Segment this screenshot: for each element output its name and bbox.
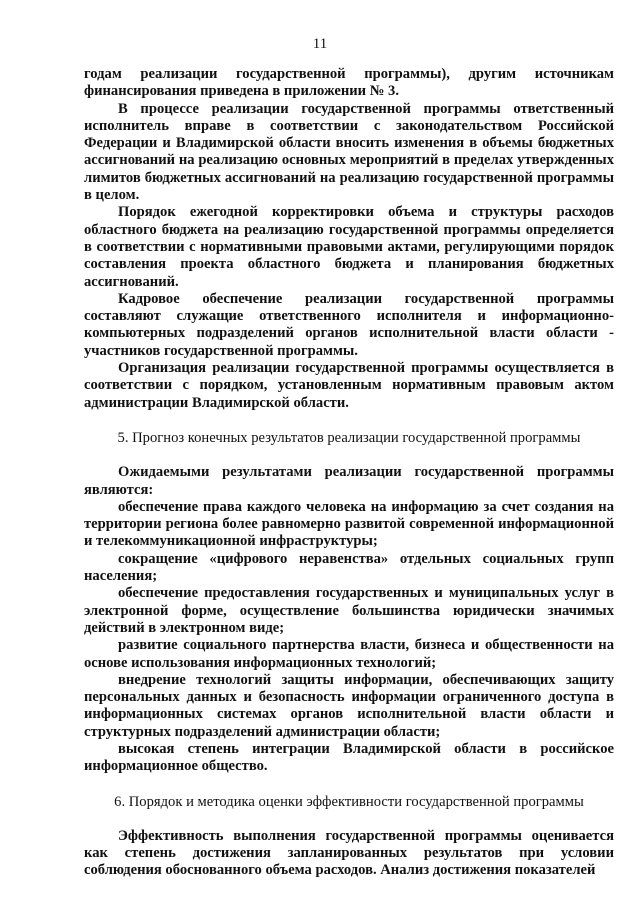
list-item: высокая степень интеграции Владимирской области в российское информационное общество.: [84, 740, 614, 775]
section-heading: 6. Порядок и методика оценки эффективности государственной программы: [114, 793, 584, 810]
paragraph: Эффективность выполнения государственной программы оценивается как степень достижения запланированных результатов при условии соблюдения обоснованного объема расходов. Анализ достижения показателей: [84, 827, 614, 879]
paragraph: Ожидаемыми результатами реализации государственной программы являются:: [84, 464, 614, 498]
list-item: развитие социального партнерства власти, бизнеса и общественности на основе использования информационных технологий;: [84, 637, 614, 671]
paragraph: Кадровое обеспечение реализации государственной программы составляют служащие ответственного исполнителя и информационно-компьютерных подразделений органов исполнительной власти области - участников государственной программы.: [84, 290, 614, 359]
list-item: обеспечение права каждого человека на информацию за счет создания на территории региона более равномерно развитой современной информационной и телекоммуникационной инфраструктуры;: [84, 498, 614, 550]
paragraph: годам реализации государственной программы), другим источникам финансирования приведена в приложении № 3.: [84, 66, 614, 100]
section-heading: 5. Прогноз конечных результатов реализации государственной программы: [117, 429, 581, 446]
paragraph: В процессе реализации государственной программы ответственный исполнитель вправе в соответствии с законодательством Российской Федерации и Владимирской области вносить изменения в объемы бюджетных ассигнований на реализацию основных мероприятий в пределах утвержденных лимитов бюджетных ассигнований на реализацию государственной программы в целом.: [84, 100, 614, 204]
list-item: внедрение технологий защиты информации, обеспечивающих защиту персональных данных и безопасность информации ограниченного доступа в информационных системах органов исполнительной власти области и структурных подразделений администрации области;: [84, 671, 614, 740]
list-item: сокращение «цифрового неравенства» отдельных социальных групп населения;: [84, 550, 614, 585]
paragraph: Порядок ежегодной корректировки объема и структуры расходов областного бюджета на реализацию государственной программы определяется в соответствии с нормативными правовыми актами, регулирующими порядок составления проекта областного бюджета и планирования бюджетных ассигнований.: [84, 204, 614, 290]
paragraph: Организация реализации государственной программы осуществляется в соответствии с порядком, установленным нормативным правовым актом администрации Владимирской области.: [84, 360, 614, 411]
document-body: [84, 66, 614, 880]
list-item: обеспечение предоставления государственных и муниципальных услуг в электронной форме, осуществление большинства юридически значимых действий в электронном виде;: [84, 585, 614, 636]
page-number: 11: [312, 36, 328, 52]
